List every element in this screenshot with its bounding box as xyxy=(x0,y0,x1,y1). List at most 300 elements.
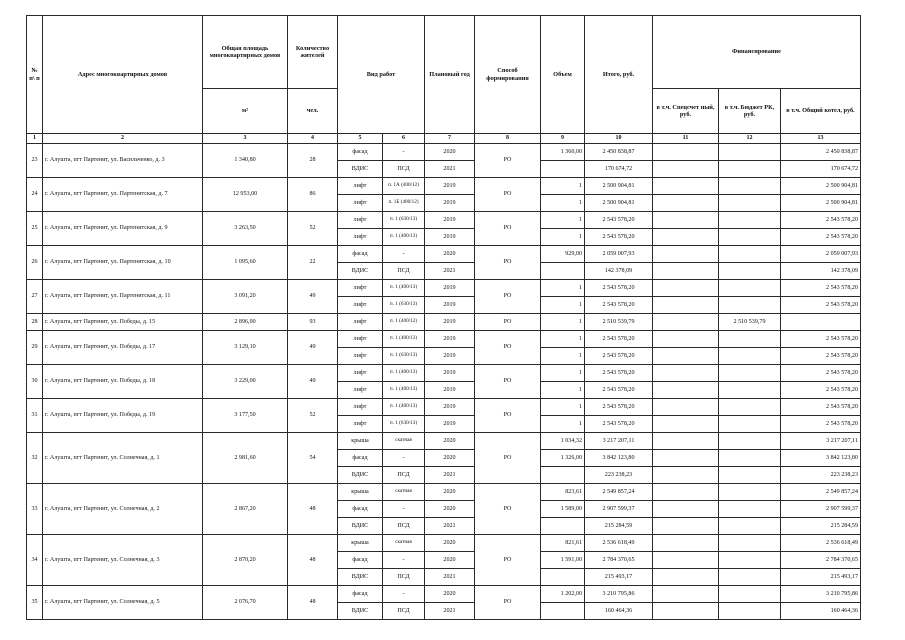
table-row xyxy=(27,399,861,416)
method-cell: РО xyxy=(475,144,541,178)
year-cell: 2020 xyxy=(425,501,475,518)
volume-cell xyxy=(541,518,585,535)
year-cell: 2019 xyxy=(425,178,475,195)
address-cell: г. Алушта, пгт Партенит, ул. Победы, д. 15 xyxy=(43,314,203,331)
fin-budget-cell xyxy=(719,212,781,229)
fin-common-cell: 215 493,17 xyxy=(781,569,861,586)
table-row xyxy=(27,365,861,382)
residents-cell: 48 xyxy=(288,586,338,620)
row-number: 25 xyxy=(27,212,43,246)
work-subtype-cell: скатная xyxy=(383,433,425,450)
fin-common-cell: 2 543 578,20 xyxy=(781,416,861,433)
fin-common-cell: 2 543 578,20 xyxy=(781,382,861,399)
column-number-cell: 2 xyxy=(43,134,203,144)
year-cell: 2019 xyxy=(425,280,475,297)
total-cell: 215 493,17 xyxy=(585,569,653,586)
year-cell: 2019 xyxy=(425,382,475,399)
volume-cell: 1 360,00 xyxy=(541,144,585,161)
work-type-cell: лифт xyxy=(338,297,383,314)
total-cell: 142 378,09 xyxy=(585,263,653,280)
work-subtype-cell: - xyxy=(383,586,425,603)
volume-cell: 1 326,00 xyxy=(541,450,585,467)
fin-special-cell xyxy=(653,348,719,365)
work-subtype-cell: п. 1 (630/13) xyxy=(383,297,425,314)
method-cell: РО xyxy=(475,365,541,399)
header-total: Итого, руб. xyxy=(585,16,653,134)
year-cell: 2019 xyxy=(425,195,475,212)
row-number: 28 xyxy=(27,314,43,331)
work-type-cell: фасад xyxy=(338,552,383,569)
fin-special-cell xyxy=(653,382,719,399)
row-number: 31 xyxy=(27,399,43,433)
work-subtype-cell: скатная xyxy=(383,484,425,501)
fin-special-cell xyxy=(653,518,719,535)
fin-budget-cell xyxy=(719,603,781,620)
address-cell: г. Алушта, пгт Партенит, ул. Солнечная, д. 5 xyxy=(43,586,203,620)
year-cell: 2021 xyxy=(425,603,475,620)
work-subtype-cell: п. 1 (630/13) xyxy=(383,416,425,433)
volume-cell: 1 xyxy=(541,229,585,246)
fin-common-cell: 2 543 578,20 xyxy=(781,212,861,229)
address-cell: г. Алушта, пгт Партенит, ул. Победы, д. 18 xyxy=(43,365,203,399)
residents-cell: 28 xyxy=(288,144,338,178)
fin-common-cell: 160 464,36 xyxy=(781,603,861,620)
table-row xyxy=(27,178,861,195)
fin-special-cell xyxy=(653,314,719,331)
header-work-type: Вид работ xyxy=(338,16,425,134)
row-number: 27 xyxy=(27,280,43,314)
residents-cell: 48 xyxy=(288,535,338,586)
work-type-cell: крыша xyxy=(338,433,383,450)
column-number-cell: 4 xyxy=(288,134,338,144)
work-type-cell: ВДИС xyxy=(338,518,383,535)
fin-common-cell: 2 543 578,20 xyxy=(781,399,861,416)
address-cell: г. Алушта, пгт Партенит, ул. Солнечная, д. 1 xyxy=(43,433,203,484)
fin-common-cell: 223 238,23 xyxy=(781,467,861,484)
table-row xyxy=(27,246,861,263)
total-cell: 2 543 578,20 xyxy=(585,212,653,229)
work-type-cell: лифт xyxy=(338,382,383,399)
fin-budget-cell xyxy=(719,484,781,501)
table-row xyxy=(27,484,861,501)
fin-common-cell: 2 543 578,20 xyxy=(781,331,861,348)
fin-special-cell xyxy=(653,365,719,382)
fin-special-cell xyxy=(653,433,719,450)
header-fin-budget: в т.ч. Бюджет РК, руб. xyxy=(719,89,781,134)
total-cell: 2 543 578,20 xyxy=(585,297,653,314)
year-cell: 2019 xyxy=(425,365,475,382)
volume-cell: 1 202,00 xyxy=(541,586,585,603)
row-number: 24 xyxy=(27,178,43,212)
volume-cell: 821,61 xyxy=(541,535,585,552)
area-cell: 12 953,00 xyxy=(203,178,288,212)
header-row-1 xyxy=(27,16,861,89)
fin-special-cell xyxy=(653,399,719,416)
work-type-cell: ВДИС xyxy=(338,569,383,586)
fin-common-cell: 2 500 904,81 xyxy=(781,195,861,212)
method-cell: РО xyxy=(475,212,541,246)
fin-special-cell xyxy=(653,246,719,263)
column-number-cell: 7 xyxy=(425,134,475,144)
work-type-cell: лифт xyxy=(338,212,383,229)
volume-cell: 929,00 xyxy=(541,246,585,263)
method-cell: РО xyxy=(475,331,541,365)
address-cell: г. Алушта, пгт Партенит, ул. Васильченко, д. 3 xyxy=(43,144,203,178)
fin-budget-cell xyxy=(719,331,781,348)
work-subtype-cell: п. 1 (400/13) xyxy=(383,229,425,246)
fin-common-cell xyxy=(781,314,861,331)
table-row xyxy=(27,280,861,297)
fin-special-cell xyxy=(653,484,719,501)
fin-special-cell xyxy=(653,263,719,280)
work-subtype-cell: ПСД xyxy=(383,467,425,484)
row-number: 32 xyxy=(27,433,43,484)
work-type-cell: лифт xyxy=(338,178,383,195)
fin-budget-cell xyxy=(719,195,781,212)
year-cell: 2021 xyxy=(425,263,475,280)
area-cell: 2 981,60 xyxy=(203,433,288,484)
work-type-cell: лифт xyxy=(338,365,383,382)
work-subtype-cell: - xyxy=(383,144,425,161)
total-cell: 2 059 007,93 xyxy=(585,246,653,263)
address-cell: г. Алушта, пгт Партенит, ул. Партенитская, д. 10 xyxy=(43,246,203,280)
fin-special-cell xyxy=(653,501,719,518)
volume-cell: 1 xyxy=(541,382,585,399)
fin-common-cell: 2 784 370,65 xyxy=(781,552,861,569)
fin-special-cell xyxy=(653,144,719,161)
row-number: 35 xyxy=(27,586,43,620)
address-cell: г. Алушта, пгт Партенит, ул. Победы, д. 19 xyxy=(43,399,203,433)
table-row xyxy=(27,212,861,229)
fin-special-cell xyxy=(653,603,719,620)
total-cell: 2 543 578,20 xyxy=(585,331,653,348)
total-cell: 3 842 123,80 xyxy=(585,450,653,467)
work-type-cell: лифт xyxy=(338,348,383,365)
work-type-cell: ВДИС xyxy=(338,603,383,620)
area-cell: 3 129,10 xyxy=(203,331,288,365)
fin-common-cell: 3 217 207,11 xyxy=(781,433,861,450)
work-type-cell: фасад xyxy=(338,586,383,603)
column-number-cell: 11 xyxy=(653,134,719,144)
header-method: Способ формирования xyxy=(475,16,541,134)
fin-common-cell: 2 543 578,20 xyxy=(781,365,861,382)
fin-common-cell: 3 842 123,80 xyxy=(781,450,861,467)
header-area: Общая площадь многоквартирных домов xyxy=(203,16,288,89)
volume-cell xyxy=(541,467,585,484)
year-cell: 2019 xyxy=(425,399,475,416)
area-cell: 2 870,20 xyxy=(203,535,288,586)
fin-budget-cell xyxy=(719,382,781,399)
fin-budget-cell xyxy=(719,433,781,450)
total-cell: 2 543 578,20 xyxy=(585,399,653,416)
column-number-cell: 12 xyxy=(719,134,781,144)
column-number-cell: 9 xyxy=(541,134,585,144)
fin-budget-cell: 2 510 539,79 xyxy=(719,314,781,331)
year-cell: 2020 xyxy=(425,246,475,263)
fin-common-cell: 2 500 904,81 xyxy=(781,178,861,195)
volume-cell: 1 xyxy=(541,280,585,297)
year-cell: 2021 xyxy=(425,161,475,178)
row-number: 34 xyxy=(27,535,43,586)
method-cell: РО xyxy=(475,433,541,484)
column-number-cell: 6 xyxy=(383,134,425,144)
fin-budget-cell xyxy=(719,586,781,603)
total-cell: 2 500 904,81 xyxy=(585,195,653,212)
work-subtype-cell: п. 1 (400/13) xyxy=(383,365,425,382)
year-cell: 2021 xyxy=(425,569,475,586)
fin-common-cell: 2 536 618,49 xyxy=(781,535,861,552)
address-cell: г. Алушта, пгт Партенит, ул. Партенитская, д. 11 xyxy=(43,280,203,314)
row-number: 29 xyxy=(27,331,43,365)
table-row xyxy=(27,331,861,348)
work-subtype-cell: скатная xyxy=(383,535,425,552)
year-cell: 2021 xyxy=(425,518,475,535)
volume-cell: 1 xyxy=(541,178,585,195)
total-cell: 2 500 904,81 xyxy=(585,178,653,195)
work-subtype-cell: п. 1А (400/12) xyxy=(383,178,425,195)
area-cell: 3 263,50 xyxy=(203,212,288,246)
fin-budget-cell xyxy=(719,518,781,535)
volume-cell: 823,61 xyxy=(541,484,585,501)
header-year: Плановый год xyxy=(425,16,475,134)
volume-cell xyxy=(541,263,585,280)
address-cell: г. Алушта, пгт Партенит, ул. Партенитская, д. 9 xyxy=(43,212,203,246)
header-residents: Количество жителей xyxy=(288,16,338,89)
method-cell: РО xyxy=(475,314,541,331)
fin-common-cell: 2 907 599,37 xyxy=(781,501,861,518)
work-type-cell: ВДИС xyxy=(338,161,383,178)
total-cell: 215 284,59 xyxy=(585,518,653,535)
year-cell: 2019 xyxy=(425,348,475,365)
fin-special-cell xyxy=(653,416,719,433)
area-cell: 2 867,20 xyxy=(203,484,288,535)
volume-cell: 1 xyxy=(541,365,585,382)
column-number-cell: 1 xyxy=(27,134,43,144)
work-type-cell: лифт xyxy=(338,314,383,331)
fin-budget-cell xyxy=(719,161,781,178)
repair-program-table xyxy=(26,15,861,620)
work-type-cell: ВДИС xyxy=(338,467,383,484)
total-cell: 170 674,72 xyxy=(585,161,653,178)
fin-budget-cell xyxy=(719,416,781,433)
residents-cell: 22 xyxy=(288,246,338,280)
year-cell: 2020 xyxy=(425,535,475,552)
fin-special-cell xyxy=(653,297,719,314)
total-cell: 2 907 599,37 xyxy=(585,501,653,518)
volume-cell: 1 xyxy=(541,212,585,229)
method-cell: РО xyxy=(475,280,541,314)
total-cell: 2 543 578,20 xyxy=(585,382,653,399)
total-cell: 160 464,36 xyxy=(585,603,653,620)
area-cell: 3 229,00 xyxy=(203,365,288,399)
year-cell: 2020 xyxy=(425,450,475,467)
work-subtype-cell: - xyxy=(383,501,425,518)
fin-budget-cell xyxy=(719,263,781,280)
fin-budget-cell xyxy=(719,569,781,586)
residents-cell: 86 xyxy=(288,178,338,212)
method-cell: РО xyxy=(475,246,541,280)
year-cell: 2020 xyxy=(425,433,475,450)
fin-budget-cell xyxy=(719,348,781,365)
work-subtype-cell: п. 1 (400/13) xyxy=(383,382,425,399)
work-type-cell: лифт xyxy=(338,399,383,416)
year-cell: 2020 xyxy=(425,484,475,501)
work-type-cell: фасад xyxy=(338,144,383,161)
table-row xyxy=(27,535,861,552)
area-cell: 1 340,80 xyxy=(203,144,288,178)
volume-cell: 1 591,00 xyxy=(541,552,585,569)
year-cell: 2019 xyxy=(425,331,475,348)
fin-budget-cell xyxy=(719,246,781,263)
column-number-row xyxy=(27,134,861,144)
total-cell: 2 510 539,79 xyxy=(585,314,653,331)
fin-budget-cell xyxy=(719,229,781,246)
volume-cell: 1 xyxy=(541,399,585,416)
total-cell: 3 210 795,86 xyxy=(585,586,653,603)
work-subtype-cell: ПСД xyxy=(383,569,425,586)
row-number: 30 xyxy=(27,365,43,399)
header-financing: Финансирование xyxy=(653,16,861,89)
work-type-cell: фасад xyxy=(338,450,383,467)
work-type-cell: лифт xyxy=(338,416,383,433)
residents-cell: 48 xyxy=(288,484,338,535)
total-cell: 2 543 578,20 xyxy=(585,348,653,365)
fin-special-cell xyxy=(653,467,719,484)
total-cell: 2 543 578,20 xyxy=(585,229,653,246)
residents-cell: 52 xyxy=(288,212,338,246)
row-number: 26 xyxy=(27,246,43,280)
column-number-cell: 13 xyxy=(781,134,861,144)
volume-cell xyxy=(541,161,585,178)
work-subtype-cell: п. 1 (400/13) xyxy=(383,331,425,348)
fin-special-cell xyxy=(653,178,719,195)
fin-special-cell xyxy=(653,569,719,586)
fin-special-cell xyxy=(653,161,719,178)
work-type-cell: фасад xyxy=(338,246,383,263)
table-row xyxy=(27,586,861,603)
residents-cell: 54 xyxy=(288,433,338,484)
total-cell: 2 549 857,24 xyxy=(585,484,653,501)
fin-common-cell: 215 284,59 xyxy=(781,518,861,535)
method-cell: РО xyxy=(475,399,541,433)
fin-common-cell: 170 674,72 xyxy=(781,161,861,178)
work-type-cell: ВДИС xyxy=(338,263,383,280)
fin-special-cell xyxy=(653,586,719,603)
method-cell: РО xyxy=(475,586,541,620)
volume-cell: 1 xyxy=(541,348,585,365)
volume-cell: 1 xyxy=(541,195,585,212)
work-subtype-cell: - xyxy=(383,246,425,263)
header-residents-unit: чел. xyxy=(288,89,338,134)
total-cell: 2 543 578,20 xyxy=(585,416,653,433)
fin-common-cell: 2 543 578,20 xyxy=(781,348,861,365)
address-cell: г. Алушта, пгт Партенит, ул. Партенитская, д. 7 xyxy=(43,178,203,212)
fin-common-cell: 2 543 578,20 xyxy=(781,229,861,246)
fin-special-cell xyxy=(653,535,719,552)
document-sheet xyxy=(26,15,860,635)
address-cell: г. Алушта, пгт Партенит, ул. Победы, д. 17 xyxy=(43,331,203,365)
fin-common-cell: 2 450 838,87 xyxy=(781,144,861,161)
volume-cell xyxy=(541,603,585,620)
volume-cell: 1 xyxy=(541,416,585,433)
total-cell: 2 450 838,87 xyxy=(585,144,653,161)
header-fin-common: в т.ч. Общий котел, руб. xyxy=(781,89,861,134)
volume-cell: 1 589,00 xyxy=(541,501,585,518)
work-subtype-cell: ПСД xyxy=(383,161,425,178)
fin-budget-cell xyxy=(719,535,781,552)
method-cell: РО xyxy=(475,535,541,586)
year-cell: 2019 xyxy=(425,297,475,314)
fin-budget-cell xyxy=(719,280,781,297)
volume-cell xyxy=(541,569,585,586)
year-cell: 2019 xyxy=(425,229,475,246)
residents-cell: 52 xyxy=(288,399,338,433)
work-subtype-cell: п. 1Б (400/12) xyxy=(383,195,425,212)
year-cell: 2019 xyxy=(425,212,475,229)
work-subtype-cell: ПСД xyxy=(383,603,425,620)
row-number: 23 xyxy=(27,144,43,178)
work-type-cell: лифт xyxy=(338,331,383,348)
column-number-cell: 3 xyxy=(203,134,288,144)
work-type-cell: лифт xyxy=(338,229,383,246)
fin-budget-cell xyxy=(719,144,781,161)
header-address: Адрес многоквартирных домов xyxy=(43,16,203,134)
table-row xyxy=(27,144,861,161)
work-subtype-cell: - xyxy=(383,450,425,467)
year-cell: 2019 xyxy=(425,416,475,433)
fin-budget-cell xyxy=(719,552,781,569)
method-cell: РО xyxy=(475,484,541,535)
fin-common-cell: 3 210 795,86 xyxy=(781,586,861,603)
table-row xyxy=(27,433,861,450)
work-subtype-cell: ПСД xyxy=(383,518,425,535)
total-cell: 2 543 578,20 xyxy=(585,365,653,382)
header-volume: Объем xyxy=(541,16,585,134)
residents-cell: 49 xyxy=(288,331,338,365)
fin-budget-cell xyxy=(719,178,781,195)
header-num: № п\ п xyxy=(27,16,43,134)
area-cell: 3 091,20 xyxy=(203,280,288,314)
header-fin-special: в т.ч. Спецсчет ный, руб. xyxy=(653,89,719,134)
fin-budget-cell xyxy=(719,501,781,518)
volume-cell: 1 xyxy=(541,314,585,331)
column-number-cell: 8 xyxy=(475,134,541,144)
fin-budget-cell xyxy=(719,297,781,314)
total-cell: 2 543 578,20 xyxy=(585,280,653,297)
total-cell: 3 217 207,11 xyxy=(585,433,653,450)
fin-common-cell: 142 378,09 xyxy=(781,263,861,280)
area-cell: 2 076,70 xyxy=(203,586,288,620)
work-subtype-cell: п. 1 (400/13) xyxy=(383,399,425,416)
volume-cell: 1 xyxy=(541,331,585,348)
work-type-cell: лифт xyxy=(338,195,383,212)
year-cell: 2020 xyxy=(425,144,475,161)
total-cell: 223 238,23 xyxy=(585,467,653,484)
work-subtype-cell: п. 1 (400/13) xyxy=(383,280,425,297)
fin-special-cell xyxy=(653,552,719,569)
total-cell: 2 784 370,65 xyxy=(585,552,653,569)
residents-cell: 49 xyxy=(288,365,338,399)
work-subtype-cell: п. 1 (630/13) xyxy=(383,348,425,365)
year-cell: 2020 xyxy=(425,552,475,569)
fin-common-cell: 2 059 007,93 xyxy=(781,246,861,263)
residents-cell: 49 xyxy=(288,280,338,314)
fin-common-cell: 2 543 578,20 xyxy=(781,297,861,314)
work-type-cell: лифт xyxy=(338,280,383,297)
fin-special-cell xyxy=(653,212,719,229)
row-number: 33 xyxy=(27,484,43,535)
work-type-cell: крыша xyxy=(338,484,383,501)
